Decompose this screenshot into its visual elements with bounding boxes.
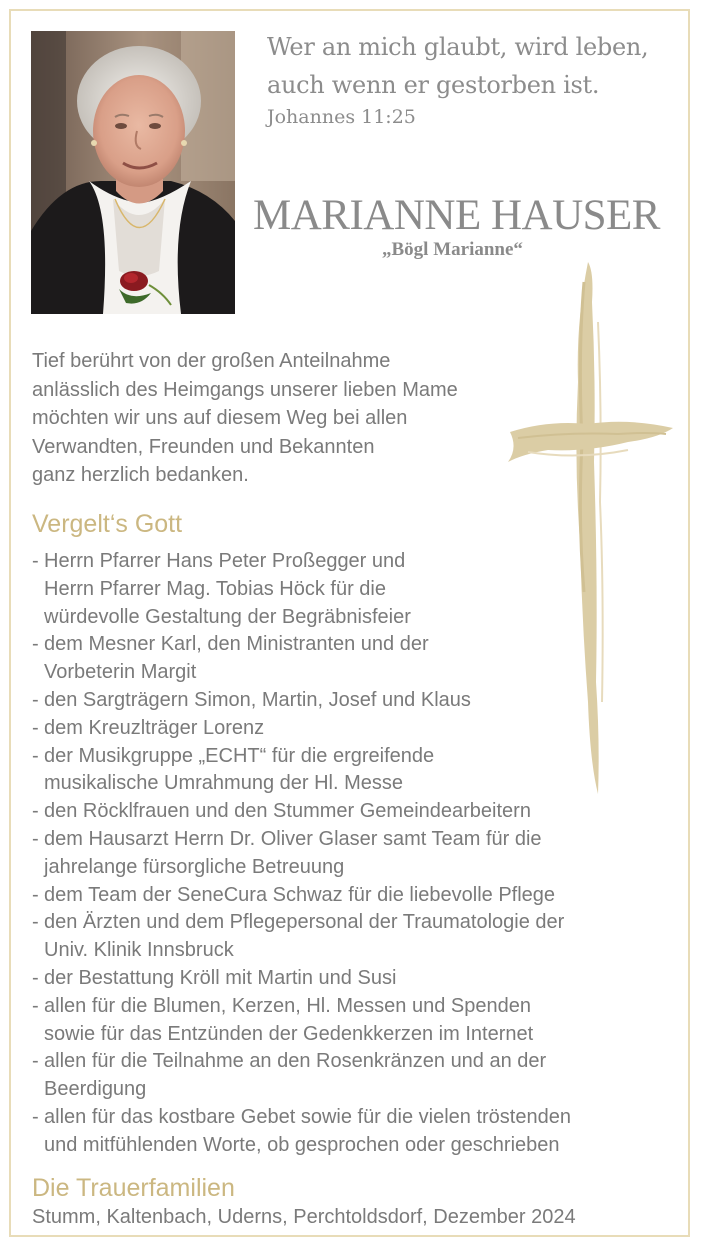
intro-line: anlässlich des Heimgangs unserer lieben Mame	[32, 378, 458, 401]
list-item-line: allen für die Teilnahme an den Rosenkränzen und an der	[44, 1050, 547, 1073]
list-item-line: Herrn Pfarrer Hans Peter Proßegger und	[44, 550, 406, 572]
intro-line: ganz herzlich bedanken.	[32, 464, 249, 486]
list-item-line: jahrelange fürsorgliche Betreuung	[44, 855, 345, 878]
list-dash: -	[32, 966, 39, 989]
list-item	[32, 548, 571, 631]
list-item	[32, 993, 571, 1049]
list-item-line: Beerdigung	[44, 1078, 147, 1101]
list-dash: -	[32, 911, 39, 934]
list-item	[32, 1104, 571, 1160]
list-item-line: der Musikgruppe „ECHT“ für die ergreifende	[44, 744, 435, 767]
verse-line-1: Wer an mich glaubt, wird leben,	[267, 33, 649, 61]
family-heading: Die Trauerfamilien	[32, 1174, 235, 1202]
list-dash: -	[32, 550, 39, 572]
list-item	[32, 715, 571, 743]
list-dash: -	[32, 800, 39, 823]
list-item	[32, 1048, 571, 1104]
list-item-line: allen für die Blumen, Kerzen, Hl. Messen und Spenden	[44, 994, 531, 1017]
list-item-line: dem Kreuzlträger Lorenz	[44, 716, 265, 739]
list-item-line: dem Mesner Karl, den Ministranten und der	[44, 633, 429, 656]
list-item-line: Herrn Pfarrer Mag. Tobias Höck für die	[44, 577, 386, 600]
list-dash: -	[32, 744, 39, 767]
list-item	[32, 798, 571, 826]
list-dash: -	[32, 688, 39, 711]
list-item-line: würdevolle Gestaltung der Begräbnisfeier	[44, 605, 411, 628]
list-item-line: allen für das kostbare Gebet sowie für die vielen tröstenden	[44, 1105, 571, 1128]
list-item-line: sowie für das Entzünden der Gedenkkerzen im Internet	[44, 1022, 534, 1045]
list-dash: -	[32, 994, 39, 1017]
list-item-line: Vorbeterin Margit	[44, 661, 197, 684]
deceased-nickname: „Bögl Marianne“	[382, 239, 523, 260]
list-item-line: den Ärzten und dem Pflegepersonal der Traumatologie der	[44, 911, 565, 934]
list-dash: -	[32, 883, 39, 906]
bible-verse	[267, 28, 648, 130]
closing-line: Stumm, Kaltenbach, Uderns, Perchtoldsdorf, Dezember 2024	[32, 1206, 576, 1228]
list-item-line: den Sargträgern Simon, Martin, Josef und Klaus	[44, 688, 471, 711]
thanks-heading: Vergelt‘s Gott	[32, 510, 183, 538]
list-dash: -	[32, 633, 39, 656]
verse-line-2: auch wenn er gestorben ist.	[267, 71, 600, 99]
intro-line: Verwandten, Freunden und Bekannten	[32, 435, 375, 458]
list-item	[32, 743, 571, 799]
list-item	[32, 687, 571, 715]
list-item-line: den Röcklfrauen und den Stummer Gemeindearbeitern	[44, 800, 531, 823]
list-item	[32, 909, 571, 965]
list-item	[32, 826, 571, 882]
list-dash: -	[32, 716, 39, 739]
list-item	[32, 965, 571, 993]
list-item	[32, 882, 571, 910]
list-dash: -	[32, 1105, 39, 1128]
list-item-line: musikalische Umrahmung der Hl. Messe	[44, 772, 404, 795]
list-item-line: und mitfühlenden Worte, ob gesprochen oder geschrieben	[44, 1133, 560, 1156]
portrait-photo	[31, 31, 235, 314]
deceased-name: MARIANNE HAUSER	[253, 192, 660, 239]
intro-paragraph	[32, 347, 458, 490]
intro-line: möchten wir uns auf diesem Weg bei allen	[32, 407, 408, 429]
list-dash: -	[32, 1050, 39, 1073]
list-item-line: Univ. Klinik Innsbruck	[44, 939, 234, 962]
list-item	[32, 631, 571, 687]
list-item-line: dem Team der SeneCura Schwaz für die liebevolle Pflege	[44, 883, 556, 906]
list-item-line: dem Hausarzt Herrn Dr. Oliver Glaser samt Team für die	[44, 827, 542, 850]
intro-line: Tief berührt von der großen Anteilnahme	[32, 350, 391, 372]
verse-reference: Johannes 11:25	[267, 106, 416, 128]
thanks-list	[32, 548, 571, 1160]
list-item-line: der Bestattung Kröll mit Martin und Susi	[44, 966, 397, 989]
list-dash: -	[32, 827, 39, 850]
